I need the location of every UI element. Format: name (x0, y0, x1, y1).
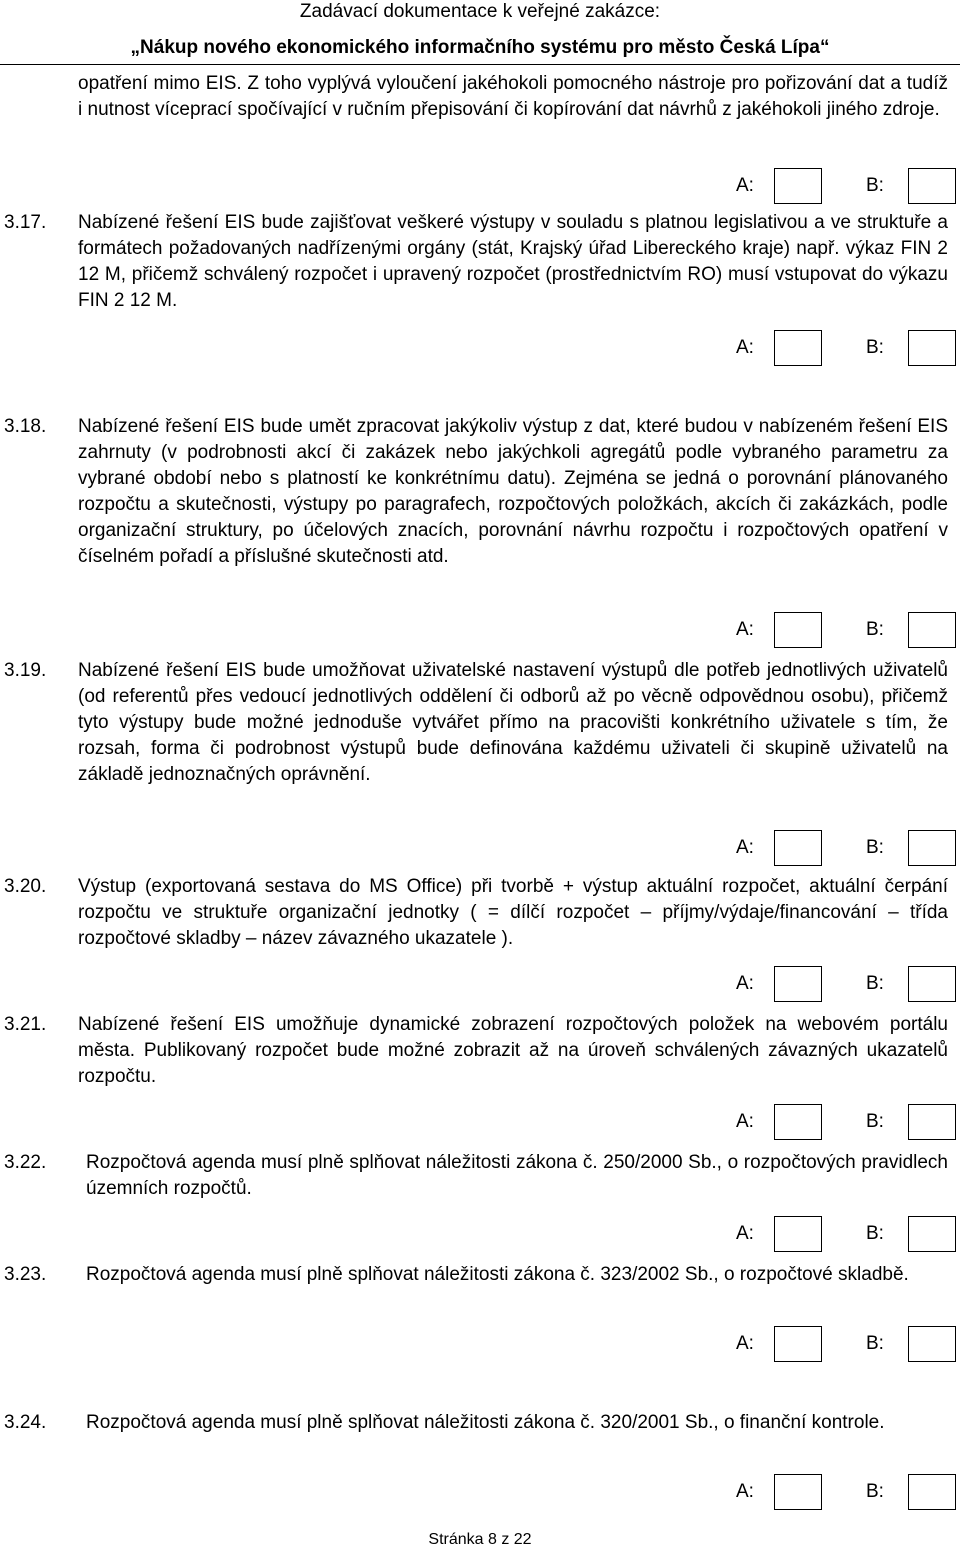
checkbox-b[interactable] (908, 1474, 956, 1510)
item-text: Nabízené řešení EIS bude zajišťovat veškeré výstupy v souladu s platnou legislativou a ve struktuře a formátech požadovaných nadřízenými orgány (stát, Krajský úřad Libereckého kraje) např. výkaz FIN 2 12 M, přičemž schválený rozpočet i upravený rozpočet (prostřednictvím RO) musí vstupovat do výkazu FIN 2 12 M. (78, 212, 948, 311)
checkbox-a[interactable] (774, 1474, 822, 1510)
label-b: B: (866, 1223, 884, 1244)
checkbox-b[interactable] (908, 830, 956, 866)
checkbox-a[interactable] (774, 1216, 822, 1252)
page-number: Stránka 8 z 22 (428, 1531, 532, 1548)
item-text: Rozpočtová agenda musí plně splňovat náležitosti zákona č. 323/2002 Sb., o rozpočtové skladbě. (86, 1264, 909, 1285)
item-text: Výstup (exportovaná sestava do MS Office) při tvorbě + výstup aktuální rozpočet, aktuální čerpání rozpočtu ve struktuře organizační jednotky ( = dílčí rozpočet – příjmy/výdaje/financování – třída rozpočtové skladby – název závazného ukazatele ). (78, 876, 948, 949)
label-a: A: (736, 619, 754, 640)
checkbox-b[interactable] (908, 612, 956, 648)
checkbox-a[interactable] (774, 1326, 822, 1362)
item-text: Rozpočtová agenda musí plně splňovat náležitosti zákona č. 250/2000 Sb., o rozpočtových pravidlech územních rozpočtů. (86, 1152, 948, 1199)
ab-checkbox-row (728, 1104, 960, 1140)
item-text: Nabízené řešení EIS bude umět zpracovat jakýkoliv výstup z dat, které budou v nabízeném řešení EIS zahrnuty (v podrobnosti akcí či zakázek nebo jakýchkoli agregátů podle vybraného parametru za vybrané období nebo s platností ke konkrétnímu datu). Zejména se jedná o porovnání plánovaného rozpočtu a skutečnosti, výstupy po paragrafech, rozpočtových položkách, akcích či zakázkách, podle organizační struktury, po účelových znacích, porovnání návrhu rozpočtu i rozpočtových opatření v číselném pořadí a příslušné skutečnosti atd. (78, 416, 948, 567)
item-text: Nabízené řešení EIS umožňuje dynamické zobrazení rozpočtových položek na webovém portálu města. Publikovaný rozpočet bude možné zobrazit až na úroveň schválených závazných ukazatelů rozpočtu. (78, 1014, 948, 1087)
label-a: A: (736, 973, 754, 994)
ab-checkbox-row (728, 966, 960, 1002)
item-number: 3.19. (4, 660, 47, 681)
intro-paragraph: opatření mimo EIS. Z toho vyplývá vyloučení jakéhokoli pomocného nástroje pro pořizování dat a tudíž i nutnost víceprací spočívající v ručním přepisování či kopírování dat návrhů z jakéhokoli jiného zdroje. (78, 73, 948, 120)
label-b: B: (866, 1481, 884, 1502)
label-b: B: (866, 1333, 884, 1354)
item-number: 3.20. (4, 876, 47, 897)
checkbox-b[interactable] (908, 1104, 956, 1140)
item-number: 3.21. (4, 1014, 47, 1035)
ab-checkbox-row (728, 330, 960, 366)
item-number: 3.22. (4, 1152, 47, 1173)
checkbox-a[interactable] (774, 966, 822, 1002)
item-text: Nabízené řešení EIS bude umožňovat uživatelské nastavení výstupů dle potřeb jednotlivých uživatelů (od referentů přes vedoucí jednotlivých oddělení či odborů až po věcně odpovědnou osobu), přičemž tyto výstupy bude možné jednoduše vytvářet přímo na pracovišti konkrétního uživatele s tím, že rozsah, forma či podrobnost výstupů bude definována každému uživateli či skupině uživatelů na základě jednoznačných oprávnění. (78, 660, 948, 785)
checkbox-b[interactable] (908, 1216, 956, 1252)
header-divider (0, 64, 960, 65)
checkbox-b[interactable] (908, 168, 956, 204)
label-b: B: (866, 973, 884, 994)
checkbox-a[interactable] (774, 1104, 822, 1140)
ab-checkbox-row (728, 168, 960, 204)
label-a: A: (736, 1333, 754, 1354)
checkbox-a[interactable] (774, 330, 822, 366)
checkbox-b[interactable] (908, 1326, 956, 1362)
ab-checkbox-row (728, 1216, 960, 1252)
label-b: B: (866, 837, 884, 858)
label-b: B: (866, 337, 884, 358)
checkbox-a[interactable] (774, 168, 822, 204)
label-a: A: (736, 337, 754, 358)
label-a: A: (736, 175, 754, 196)
ab-checkbox-row (728, 1474, 960, 1510)
label-b: B: (866, 619, 884, 640)
label-a: A: (736, 1223, 754, 1244)
header-title: Zadávací dokumentace k veřejné zakázce: (299, 1, 661, 22)
label-a: A: (736, 1481, 754, 1502)
label-b: B: (866, 1111, 884, 1132)
label-a: A: (736, 1111, 754, 1132)
header-subtitle: „Nákup nového ekonomického informačního systému pro město Česká Lípa“ (130, 37, 830, 58)
label-a: A: (736, 837, 754, 858)
item-number: 3.23. (4, 1264, 47, 1285)
ab-checkbox-row (728, 612, 960, 648)
label-b: B: (866, 175, 884, 196)
checkbox-a[interactable] (774, 612, 822, 648)
checkbox-b[interactable] (908, 966, 956, 1002)
item-number: 3.24. (4, 1412, 47, 1433)
item-number: 3.17. (4, 212, 47, 233)
item-number: 3.18. (4, 416, 47, 437)
checkbox-a[interactable] (774, 830, 822, 866)
item-text: Rozpočtová agenda musí plně splňovat náležitosti zákona č. 320/2001 Sb., o finanční kontrole. (86, 1412, 885, 1433)
checkbox-b[interactable] (908, 330, 956, 366)
ab-checkbox-row (728, 1326, 960, 1362)
ab-checkbox-row (728, 830, 960, 866)
